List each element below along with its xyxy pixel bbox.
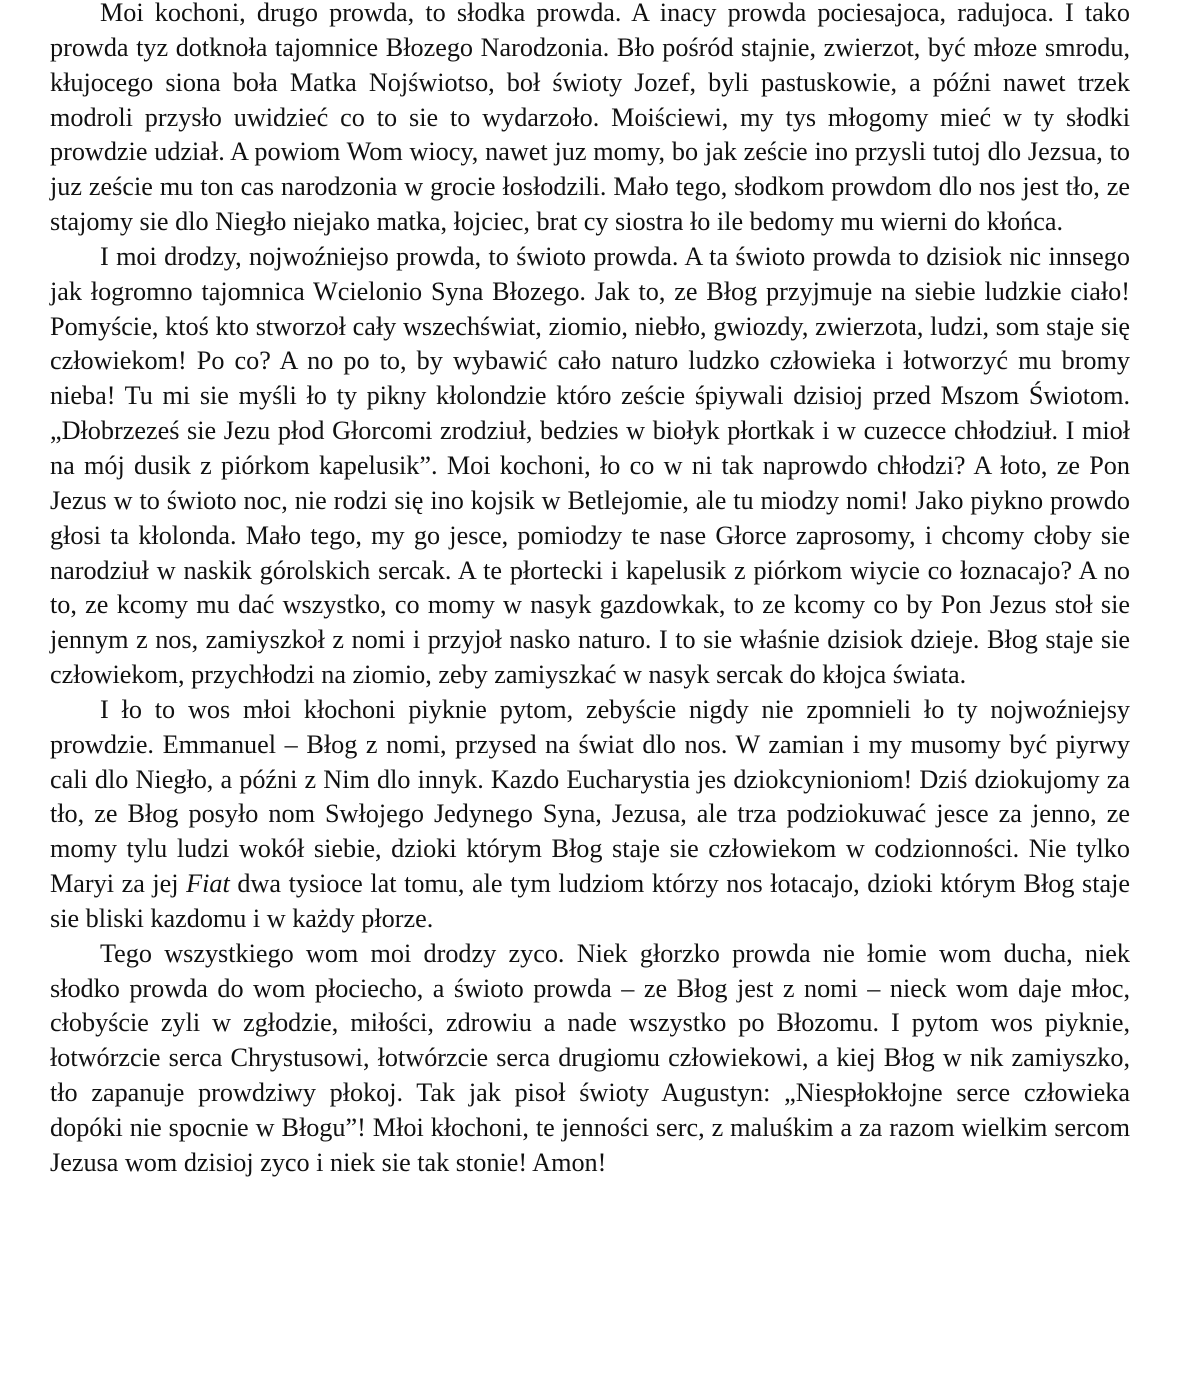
paragraph-text-segment: dwa tysioce lat tomu, ale tym ludziom którzy nos łotacajo, dzioki którym Błog staje sie bliski kazdomu i w każdy płorze. [50, 869, 1130, 933]
paragraph-sweet-truth: Moi kochoni, drugo prowda, to słodka prowda. A inacy prowda pociesajoca, radujoca. I tako prowda tyz dotknoła tajomnice Błozego Narodzonia. Bło pośród stajnie, zwierzot, być młoze smrodu, kłujocego siona boła Matka Nojświotso, boł świoty Jozef, byli pastuskowie, a późni nawet trzek modroli przysło uwidzieć co to sie to wydarzoło. Moiściewi, my tys młogomy mieć w ty słodki prowdzie udział. A powiom Wom wiocy, nawet juz momy, bo jak zeście ino przysli tutoj dlo Jezsua, to juz zeście mu ton cas narodzonia w grocie łosłodzili. Mało tego, słodkom prowdom dlo nos jest tło, ze stajomy sie dlo Niegło niejako matka, łojciec, brat cy siostra ło ile bedomy mu wierni do kłońca. [50, 0, 1130, 237]
paragraph-holy-truth: I moi drodzy, nojwoźniejso prowda, to świoto prowda. A ta świoto prowda to dzisiok nic innsego jak łogromno tajomnica Wcielonio Syna Błozego. Jak to, ze Błog przyjmuje na siebie ludzkie ciało! Pomyście, ktoś kto stworzoł cały wszechświat, ziomio, niebło, gwiozdy, zwierzota, ludzi, som staje się człowiekom! Po co? A no po to, by wybawić cało naturo ludzko człowieka i łotworzyć mu bromy nieba! Tu mi sie myśli ło ty pikny kłolondzie któro zeście śpiywali dzisioj przed Mszom Świotom. „Dłobrzeześ sie Jezu płod Głorcomi zrodziuł, bedzies w biołyk płortkak i w cuzecce chłodziuł. I mioł na mój dusik z piórkom kapelusik”. Moi kochoni, ło co w ni tak naprowdo chłodzi? A łoto, ze Pon Jezus w to świoto noc, nie rodzi się ino kojsik w Betlejomie, ale tu miodzy nomi! Jako piykno prowdo głosi ta kłolonda. Mało tego, my go jesce, pomiodzy te nase Głorce zaprosomy, i chcomy cłoby sie narodziuł w naskik górolskich sercak. A te płortecki i kapelusik z piórkom wiycie co łoznacajo? A no to, ze kcomy mu dać wszystko, co momy w nasyk gazdowkak, to ze kcomy co by Pon Jezus stoł sie jennym z nos, zamiyszkoł z nomi i przyjoł nasko naturo. I to sie właśnie dzisiok dzieje. Błog staje sie człowiekom, przychłodzi na ziomio, zeby zamiyszkać w nasyk sercak do kłojca świata. [50, 241, 1130, 690]
document-body [50, 0, 1130, 1181]
paragraph-text-segment: I ło to wos młoi kłochoni piyknie pytom, zebyście nigdy nie zpomnieli ło ty nojwoźniejsy prowdzie. Emmanuel – Błog z nomi, przysed na świat dlo nos. W zamian i my musomy być piyrwy cali dlo Niegło, a późni z Nim dlo innyk. Kazdo Eucharystia jes dziokcynioniom! Dziś dziokujomy za tło, ze Błog posyło nom Swłojego Jedynego Syna, Jezusa, ale trza podziokuwać jesce za jenno, ze momy tylu ludzi wokół siebie, dzioki którym Błog staje sie człowiekom w codzionności. Nie tylko Maryi za jej [50, 694, 1130, 899]
italic-word-fiat: Fiat [186, 869, 230, 899]
paragraph-emmanuel [50, 693, 1130, 937]
paragraph-closing-blessing: Tego wszystkiego wom moi drodzy zyco. Niek głorzko prowda nie łomie wom ducha, niek słodko prowda do wom płociecho, a świoto prowda – ze Błog jest z nomi – nieck wom daje młoc, cłobyście zyli w zgłodzie, miłości, zdrowiu a nade wszystko po Błozomu. I pytom wos piyknie, łotwórzcie serca Chrystusowi, łotwórzcie serca drugiomu człowiekowi, a kiej Błog w nik zamiyszko, tło zapanuje prowdziwy płokoj. Tak jak pisoł świoty Augustyn: „Niespłokłojne serce człowieka dopóki nie spocnie w Błogu”! Młoi kłochoni, te jenności serc, z maluśkim a za razom wielkim sercom Jezusa wom dzisioj zyco i niek sie tak stonie! Amon! [50, 938, 1130, 1177]
